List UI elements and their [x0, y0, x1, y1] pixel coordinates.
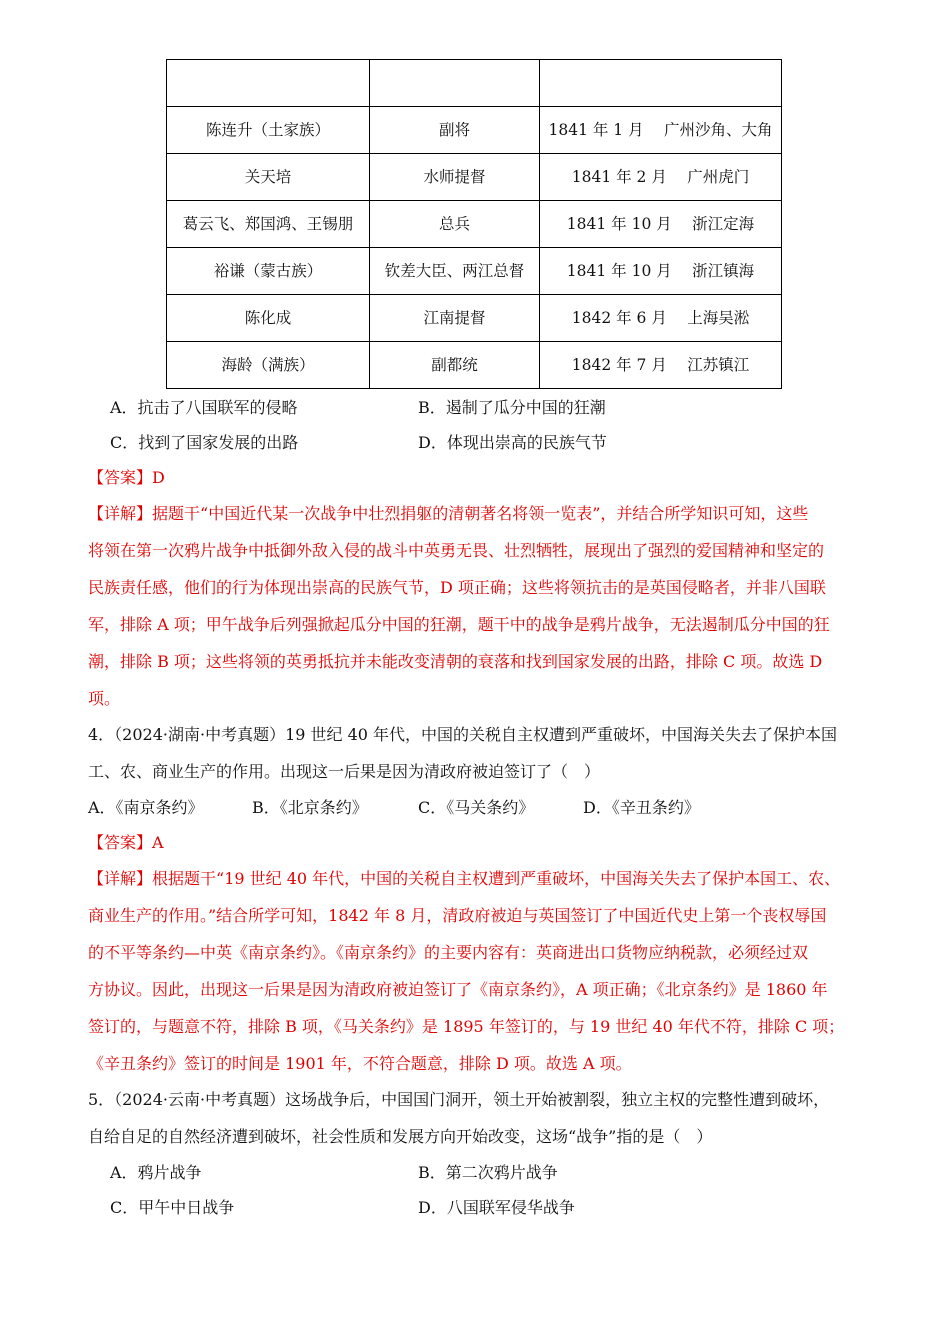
table-cell-rank: 副将 — [370, 107, 540, 154]
q3-option-b: B．遏制了瓜分中国的狂潮 — [418, 398, 606, 417]
q5-option-a: A．鸦片战争 — [110, 1163, 202, 1182]
table-cell-time-place: 1842 年 7 月 江苏镇江 — [540, 342, 782, 389]
generals-table — [166, 59, 782, 389]
q3-detail-line: 将领在第一次鸦片战争中抵御外敌入侵的战斗中英勇无畏、壮烈牺牲，展现出了强烈的爱国精神和坚定的 — [88, 541, 825, 560]
table-cell-time-place: 1841 年 1 月 广州沙角、大角 — [540, 107, 782, 154]
table-cell-rank: 水师提督 — [370, 154, 540, 201]
table-row — [167, 342, 782, 389]
table-row — [167, 248, 782, 295]
detail-label: 【详解】 — [88, 869, 153, 888]
q3-option-a: A．抗击了八国联军的侵略 — [110, 398, 298, 417]
q4-option-c: C．《马关条约》 — [418, 798, 535, 817]
table-cell — [540, 60, 782, 107]
table-header-row — [167, 60, 782, 107]
table-row — [167, 107, 782, 154]
q5-stem-line: 自给自足的自然经济遭到破坏，社会性质和发展方向开始改变，这场“战争”指的是（ ） — [88, 1127, 713, 1146]
q4-detail-line: 的不平等条约—中英《南京条约》。《南京条约》的主要内容有：英商进出口货物应纳税款，必须经过双 — [88, 943, 809, 962]
table-cell-time-place: 1841 年 10 月 浙江镇海 — [540, 248, 782, 295]
detail-label: 【详解】 — [88, 504, 153, 523]
table-cell-name: 陈化成 — [167, 295, 370, 342]
table-cell-name: 关天培 — [167, 154, 370, 201]
table-cell-name: 海龄（满族） — [167, 342, 370, 389]
q4-detail-line: 签订的，与题意不符，排除 B 项，《马关条约》是 1895 年签订的，与 19 世纪 40 年代不符，排除 C 项； — [88, 1017, 845, 1036]
table-cell — [370, 60, 540, 107]
q4-option-d: D．《辛丑条约》 — [583, 798, 700, 817]
q5-stem-line: 5．（2024·云南·中考真题）这场战争后，中国国门洞开，领土开始被割裂，独立主权的完整性遭到破坏， — [88, 1090, 830, 1109]
q5-option-d: D．八国联军侵华战争 — [418, 1198, 575, 1217]
q5-option-c: C．甲午中日战争 — [110, 1198, 235, 1217]
q4-detail-line — [88, 869, 868, 889]
table-cell-rank: 副都统 — [370, 342, 540, 389]
table-cell-name: 裕谦（蒙古族） — [167, 248, 370, 295]
q4-option-b: B．《北京条约》 — [252, 798, 368, 817]
table-cell-time-place: 1841 年 10 月 浙江定海 — [540, 201, 782, 248]
q4-detail-line: 商业生产的作用。”结合所学可知，1842 年 8 月，清政府被迫与英国签订了中国近代史上第一个丧权辱国 — [88, 906, 827, 925]
table-cell — [167, 60, 370, 107]
q4-option-a: A．《南京条约》 — [88, 798, 204, 817]
table-row — [167, 295, 782, 342]
q4-detail-line: 方协议。因此，出现这一后果是因为清政府被迫签订了《南京条约》，A 项正确；《北京条约》是 1860 年 — [88, 980, 828, 999]
detail-text: 根据题干“19 世纪 40 年代，中国的关税自主权遭到严重破坏，中国海关失去了保护本国工、农、 — [152, 869, 841, 888]
table-cell-rank: 总兵 — [370, 201, 540, 248]
table-cell-name: 葛云飞、郑国鸿、王锡朋 — [167, 201, 370, 248]
q3-detail-line: 军，排除 A 项；甲午战争后列强掀起瓜分中国的狂潮，题干中的战争是鸦片战争，无法遏制瓜分中国的狂 — [88, 615, 830, 634]
q3-detail-line — [88, 504, 868, 524]
q3-detail-line: 潮，排除 B 项；这些将领的英勇抵抗并未能改变清朝的衰落和找到国家发展的出路，排除 C 项。故选 D — [88, 652, 823, 671]
table-cell-time-place: 1841 年 2 月 广州虎门 — [540, 154, 782, 201]
table-cell-time-place: 1842 年 6 月 上海吴淞 — [540, 295, 782, 342]
q4-answer: 【答案】A — [88, 833, 164, 852]
q3-answer: 【答案】D — [88, 468, 165, 487]
detail-text: 据题干“中国近代某一次战争中壮烈捐躯的清朝著名将领一览表”，并结合所学知识可知，这些 — [152, 504, 809, 523]
q3-option-d: D．体现出崇高的民族气节 — [418, 433, 607, 452]
q4-stem-line: 工、农、商业生产的作用。出现这一后果是因为清政府被迫签订了（ ） — [88, 762, 601, 781]
table-row — [167, 154, 782, 201]
q3-detail-line: 项。 — [88, 689, 121, 708]
table-row — [167, 201, 782, 248]
table-cell-rank: 钦差大臣、两江总督 — [370, 248, 540, 295]
q4-stem-line: 4．（2024·湖南·中考真题）19 世纪 40 年代，中国的关税自主权遭到严重破坏，中国海关失去了保护本国 — [88, 725, 838, 744]
q3-detail-line: 民族责任感，他们的行为体现出崇高的民族气节，D 项正确；这些将领抗击的是英国侵略者，并非八国联 — [88, 578, 826, 597]
q4-detail-line: 《辛丑条约》签订的时间是 1901 年，不符合题意，排除 D 项。故选 A 项。 — [88, 1054, 632, 1073]
table-cell-name: 陈连升（土家族） — [167, 107, 370, 154]
table-cell-rank: 江南提督 — [370, 295, 540, 342]
q3-option-c: C．找到了国家发展的出路 — [110, 433, 299, 452]
q5-option-b: B．第二次鸦片战争 — [418, 1163, 558, 1182]
